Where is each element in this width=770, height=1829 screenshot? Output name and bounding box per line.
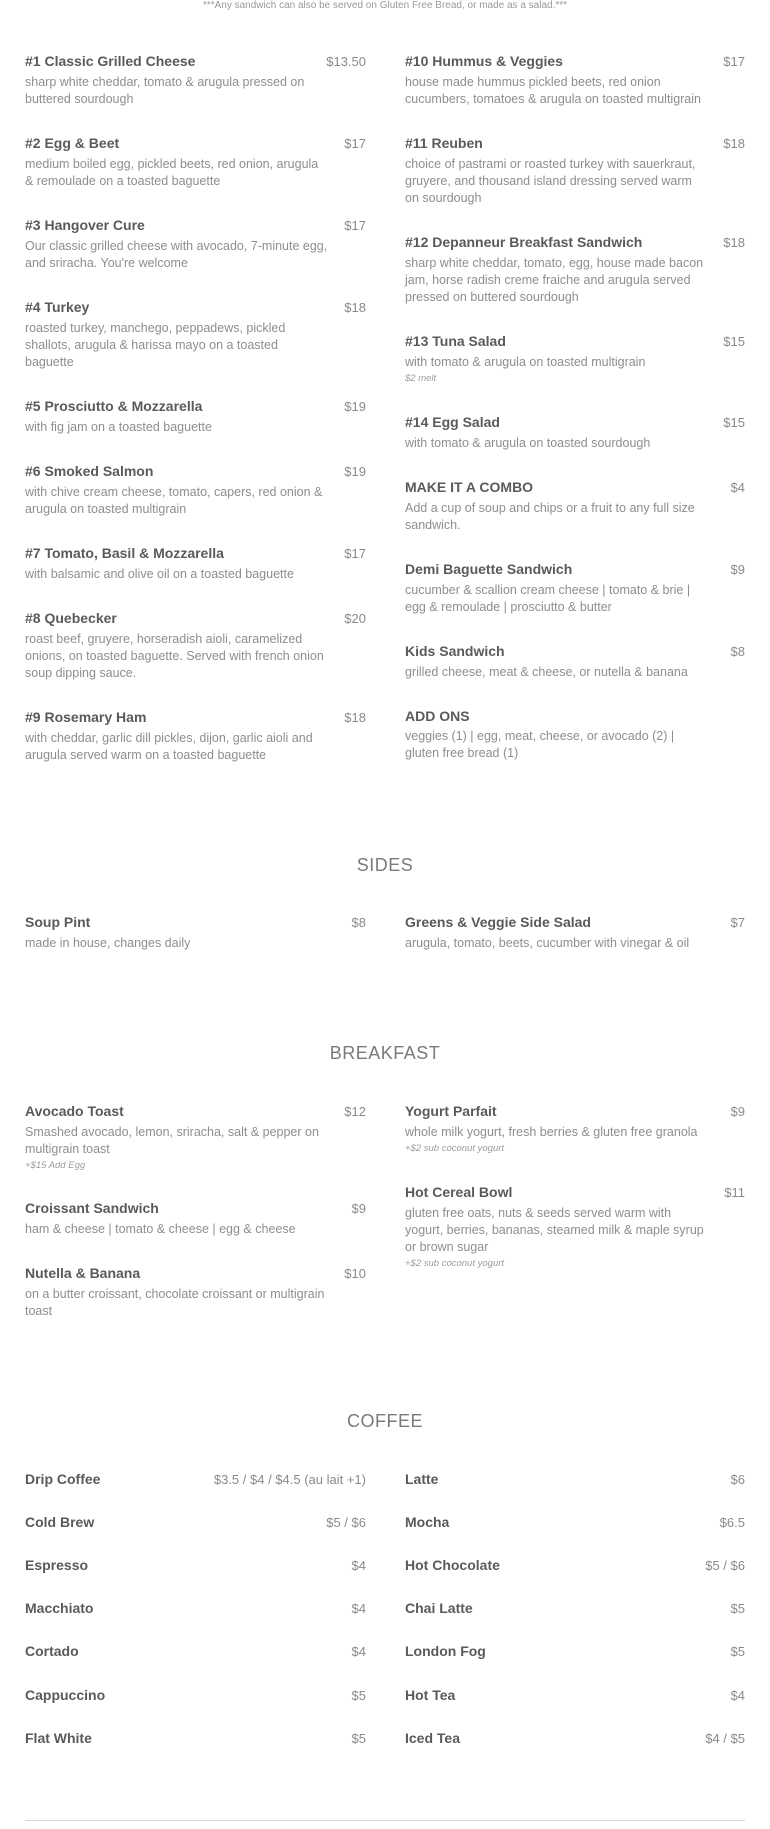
item-price: $4 / $5	[705, 1731, 745, 1746]
item-description: made in house, changes daily	[25, 936, 191, 950]
menu-item	[405, 233, 745, 306]
item-name: Flat White	[25, 1730, 92, 1746]
item-description: with chive cream cheese, tomato, capers, red onion & arugula on toasted multigrain	[25, 485, 323, 516]
item-price: $9	[730, 562, 745, 577]
item-price: $8	[351, 915, 366, 930]
item-price: $5	[351, 1688, 366, 1703]
item-description: whole milk yogurt, fresh berries & gluten free granola	[405, 1125, 698, 1139]
item-name: #10 Hummus & Veggies	[405, 53, 563, 69]
item-price: $18	[723, 136, 745, 151]
menu-item	[25, 544, 366, 583]
menu-item	[25, 298, 366, 371]
item-name: Drip Coffee	[25, 1471, 101, 1487]
menu-item	[25, 913, 366, 952]
menu-item	[405, 560, 745, 616]
item-description: with cheddar, garlic dill pickles, dijon, garlic aioli and arugula served warm on a toasted baguette	[25, 731, 313, 762]
item-name: #1 Classic Grilled Cheese	[25, 53, 196, 69]
item-price: $5	[351, 1731, 366, 1746]
coffee-item	[405, 1686, 745, 1705]
menu-item	[25, 609, 366, 682]
item-price: $15	[723, 415, 745, 430]
item-addon-note: +$2 sub coconut yogurt	[405, 1258, 505, 1269]
item-price: $17	[723, 54, 745, 69]
item-price: $18	[344, 710, 366, 725]
item-description: cucumber & scallion cream cheese | tomato & brie | egg & remoulade | prosciutto & butter	[405, 583, 691, 614]
item-description: Add a cup of soup and chips or a fruit to any full size sandwich.	[405, 501, 695, 532]
item-price: $4	[351, 1558, 366, 1573]
item-name: #2 Egg & Beet	[25, 135, 120, 151]
item-price: $19	[344, 399, 366, 414]
item-addon-note: +$2 sub coconut yogurt	[405, 1143, 505, 1154]
item-name: Cortado	[25, 1643, 79, 1659]
item-price: $10	[344, 1266, 366, 1281]
item-description: ham & cheese | tomato & cheese | egg & cheese	[25, 1222, 296, 1236]
coffee-item	[405, 1513, 745, 1532]
coffee-item	[25, 1470, 366, 1489]
item-price: $9	[730, 1104, 745, 1119]
item-price: $17	[344, 546, 366, 561]
coffee-item	[405, 1642, 745, 1661]
item-name: Hot Cereal Bowl	[405, 1184, 513, 1200]
item-price: $4	[730, 1688, 745, 1703]
item-price: $11	[724, 1185, 745, 1200]
item-name: Greens & Veggie Side Salad	[405, 914, 591, 930]
item-price: $4	[351, 1644, 366, 1659]
item-name: #12 Depanneur Breakfast Sandwich	[405, 234, 643, 250]
item-description: choice of pastrami or roasted turkey with sauerkraut, gruyere, and thousand island dressing served warm on sourdough	[405, 157, 696, 205]
menu-item	[405, 913, 745, 952]
item-description: veggies (1) | egg, meat, cheese, or avocado (2) | gluten free bread (1)	[405, 729, 675, 760]
item-name: MAKE IT A COMBO	[405, 479, 534, 495]
item-name: Espresso	[25, 1557, 89, 1573]
menu-item	[405, 413, 745, 452]
item-description: roast beef, gruyere, horseradish aioli, caramelized onions, on toasted baguette. Served with french onion soup dipping sauce.	[25, 632, 324, 680]
item-price: $5	[730, 1601, 745, 1616]
item-name: #14 Egg Salad	[405, 414, 500, 430]
footer-divider	[25, 1820, 745, 1821]
menu-item	[25, 708, 366, 764]
item-description: gluten free oats, nuts & seeds served warm with yogurt, berries, bananas, steamed milk & maple syrup or brown sugar	[405, 1206, 704, 1254]
item-price: $18	[723, 235, 745, 250]
gluten-free-note: ***Any sandwich can also be served on Gluten Free Bread, or made as a salad.***	[202, 0, 568, 11]
item-name: ADD ONS	[405, 708, 470, 724]
item-name: Yogurt Parfait	[405, 1103, 497, 1119]
item-price: $20	[344, 611, 366, 626]
menu-item	[405, 134, 745, 207]
coffee-item	[25, 1513, 366, 1532]
section-title-coffee: COFFEE	[346, 1411, 423, 1431]
menu-item	[405, 1183, 745, 1270]
item-name: Latte	[405, 1471, 439, 1487]
item-name: #3 Hangover Cure	[25, 217, 145, 233]
coffee-item	[405, 1599, 745, 1618]
item-name: Avocado Toast	[25, 1103, 124, 1119]
item-price: $4	[351, 1601, 366, 1616]
menu-item	[25, 397, 366, 436]
menu-item	[405, 478, 745, 534]
menu-item	[25, 134, 366, 190]
item-name: #8 Quebecker	[25, 610, 117, 626]
item-addon-note: $2 melt	[405, 373, 437, 384]
item-description: sharp white cheddar, tomato, egg, house made bacon jam, horse radish creme fraiche and arugula served pressed on buttered sourdough	[405, 256, 704, 304]
item-price: $12	[344, 1104, 366, 1119]
coffee-item	[25, 1686, 366, 1705]
item-name: Iced Tea	[405, 1730, 460, 1746]
item-name: Hot Tea	[405, 1687, 456, 1703]
item-price: $5 / $6	[326, 1515, 366, 1530]
coffee-item	[25, 1599, 366, 1618]
item-price: $4	[730, 480, 745, 495]
coffee-item	[405, 1729, 745, 1748]
item-price: $8	[730, 644, 745, 659]
item-name: #13 Tuna Salad	[405, 333, 506, 349]
item-description: with fig jam on a toasted baguette	[25, 420, 212, 434]
item-name: Macchiato	[25, 1600, 94, 1616]
menu-item	[25, 462, 366, 518]
item-name: Demi Baguette Sandwich	[405, 561, 573, 577]
item-description: on a butter croissant, chocolate croissant or multigrain toast	[25, 1287, 325, 1318]
item-description: with balsamic and olive oil on a toasted baguette	[25, 567, 294, 581]
item-price: $5	[730, 1644, 745, 1659]
item-description: grilled cheese, meat & cheese, or nutella & banana	[405, 665, 688, 679]
coffee-item	[25, 1642, 366, 1661]
item-name: Cappuccino	[25, 1687, 106, 1703]
item-description: Smashed avocado, lemon, sriracha, salt & pepper on multigrain toast	[25, 1125, 319, 1156]
item-description: house made hummus pickled beets, red onion cucumbers, tomatoes & arugula on toasted multigrain	[405, 75, 701, 106]
item-name: Croissant Sandwich	[25, 1200, 159, 1216]
item-price: $5 / $6	[705, 1558, 745, 1573]
menu-item	[405, 332, 745, 385]
item-name: Cold Brew	[25, 1514, 95, 1530]
item-price: $15	[723, 334, 745, 349]
item-name: Kids Sandwich	[405, 643, 505, 659]
item-name: #7 Tomato, Basil & Mozzarella	[25, 545, 224, 561]
menu-item	[25, 216, 366, 272]
item-price: $18	[344, 300, 366, 315]
item-name: #11 Reuben	[405, 135, 483, 151]
item-price: $17	[344, 218, 366, 233]
menu-item	[405, 707, 745, 762]
item-name: #5 Prosciutto & Mozzarella	[25, 398, 203, 414]
item-name: Chai Latte	[405, 1600, 473, 1616]
item-price: $19	[344, 464, 366, 479]
item-name: #6 Smoked Salmon	[25, 463, 154, 479]
item-description: with tomato & arugula on toasted multigrain	[405, 355, 646, 369]
item-name: #9 Rosemary Ham	[25, 709, 147, 725]
section-title-breakfast: BREAKFAST	[329, 1043, 441, 1063]
item-price: $3.5 / $4 / $4.5 (au lait +1)	[213, 1472, 366, 1487]
section-title-sides: SIDES	[356, 855, 414, 875]
item-description: arugula, tomato, beets, cucumber with vinegar & oil	[405, 936, 690, 950]
item-price: $9	[351, 1201, 366, 1216]
coffee-item	[405, 1556, 745, 1575]
item-description: sharp white cheddar, tomato & arugula pressed on buttered sourdough	[25, 75, 305, 106]
item-price: $6.5	[719, 1515, 745, 1530]
item-price: $17	[344, 136, 366, 151]
item-name: Hot Chocolate	[405, 1557, 500, 1573]
menu-item	[25, 1102, 366, 1172]
item-name: Mocha	[405, 1514, 450, 1530]
item-description: with tomato & arugula on toasted sourdough	[405, 436, 651, 450]
item-price: $6	[730, 1472, 745, 1487]
menu-item	[405, 52, 745, 108]
coffee-item	[25, 1729, 366, 1748]
item-name: Nutella & Banana	[25, 1265, 141, 1281]
item-description: medium boiled egg, pickled beets, red onion, arugula & remoulade on a toasted baguette	[25, 157, 319, 188]
item-price: $7	[730, 915, 745, 930]
item-name: #4 Turkey	[25, 299, 90, 315]
item-description: roasted turkey, manchego, peppadews, pickled shallots, arugula & harissa mayo on a toasted baguette	[25, 321, 286, 369]
item-name: London Fog	[405, 1643, 486, 1659]
menu-item	[405, 1102, 745, 1155]
item-price: $13.50	[326, 54, 366, 69]
item-name: Soup Pint	[25, 914, 91, 930]
menu-item	[25, 1199, 366, 1238]
coffee-item	[405, 1470, 745, 1489]
menu-item	[405, 642, 745, 681]
coffee-item	[25, 1556, 366, 1575]
item-addon-note: +$15 Add Egg	[25, 1160, 86, 1171]
menu-item	[25, 52, 366, 108]
item-description: Our classic grilled cheese with avocado, 7-minute egg, and sriracha. You're welcome	[25, 239, 328, 270]
menu-item	[25, 1264, 366, 1320]
